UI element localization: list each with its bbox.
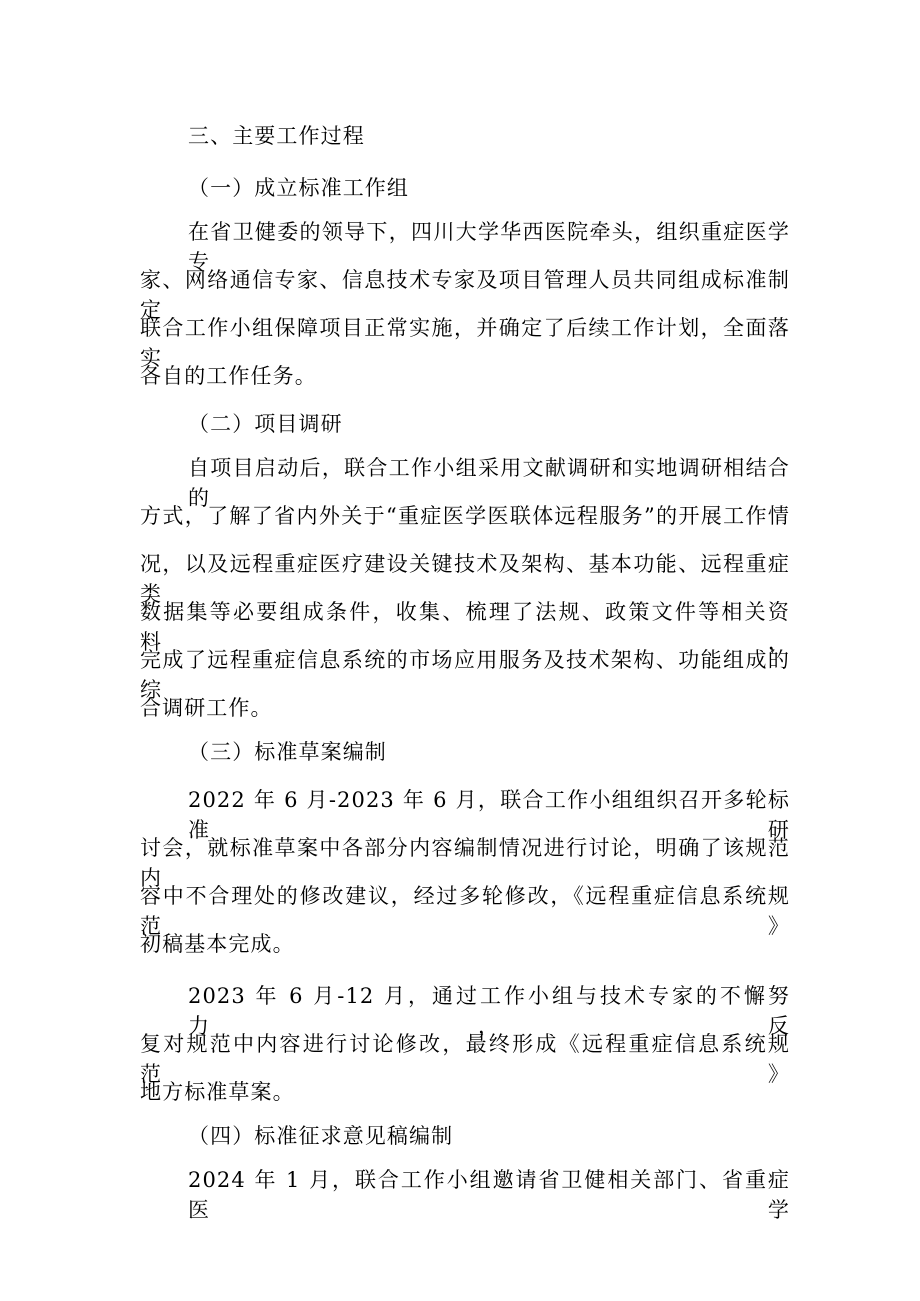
paragraph-line: 数据集等必要组成条件，收集、梳理了法规、政策文件等相关资料，: [140, 600, 790, 654]
paragraph-line: 自项目启动后，联合工作小组采用文献调研和实地调研相结合的: [188, 456, 790, 510]
paragraph-line: 家、网络通信专家、信息技术专家及项目管理人员共同组成标准制定: [140, 268, 790, 322]
subsection-heading-4: （四）标准征求意见稿编制: [188, 1124, 454, 1148]
paragraph-line: 地方标准草案。: [140, 1080, 295, 1104]
subsection-heading-2: （二）项目调研: [188, 412, 343, 436]
paragraph-line: 2024 年 1 月，联合工作小组邀请省卫健相关部门、省重症医学: [188, 1168, 790, 1222]
paragraph-line: 联合工作小组保障项目正常实施，并确定了后续工作计划，全面落实: [140, 316, 790, 370]
paragraph-line: 初稿基本完成。: [140, 932, 295, 956]
subsection-heading-3: （三）标准草案编制: [188, 740, 387, 764]
paragraph-line: 2022 年 6 月-2023 年 6 月，联合工作小组组织召开多轮标准研: [188, 788, 790, 842]
paragraph-line: 2023 年 6 月-12 月，通过工作小组与技术专家的不懈努力，反: [188, 984, 790, 1038]
subsection-heading-1: （一）成立标准工作组: [188, 176, 409, 200]
paragraph-line: 完成了远程重症信息系统的市场应用服务及技术架构、功能组成的综: [140, 648, 790, 702]
section-heading: 三、主要工作过程: [188, 124, 365, 148]
paragraph-line: 方式，了解了省内外关于“重症医学医联体远程服务”的开展工作情: [140, 504, 790, 528]
paragraph-line: 合调研工作。: [140, 696, 273, 720]
paragraph-line: 况，以及远程重症医疗建设关键技术及架构、基本功能、远程重症类: [140, 552, 790, 606]
paragraph-line: 讨会，就标准草案中各部分内容编制情况进行讨论，明确了该规范内: [140, 836, 790, 890]
paragraph-line: 复对规范中内容进行讨论修改，最终形成《远程重症信息系统规范》: [140, 1032, 790, 1086]
paragraph-line: 各自的工作任务。: [140, 364, 317, 388]
paragraph-line: 容中不合理处的修改建议，经过多轮修改，《远程重症信息系统规范》: [140, 884, 790, 938]
paragraph-line: 在省卫健委的领导下，四川大学华西医院牵头，组织重症医学专: [188, 220, 790, 274]
